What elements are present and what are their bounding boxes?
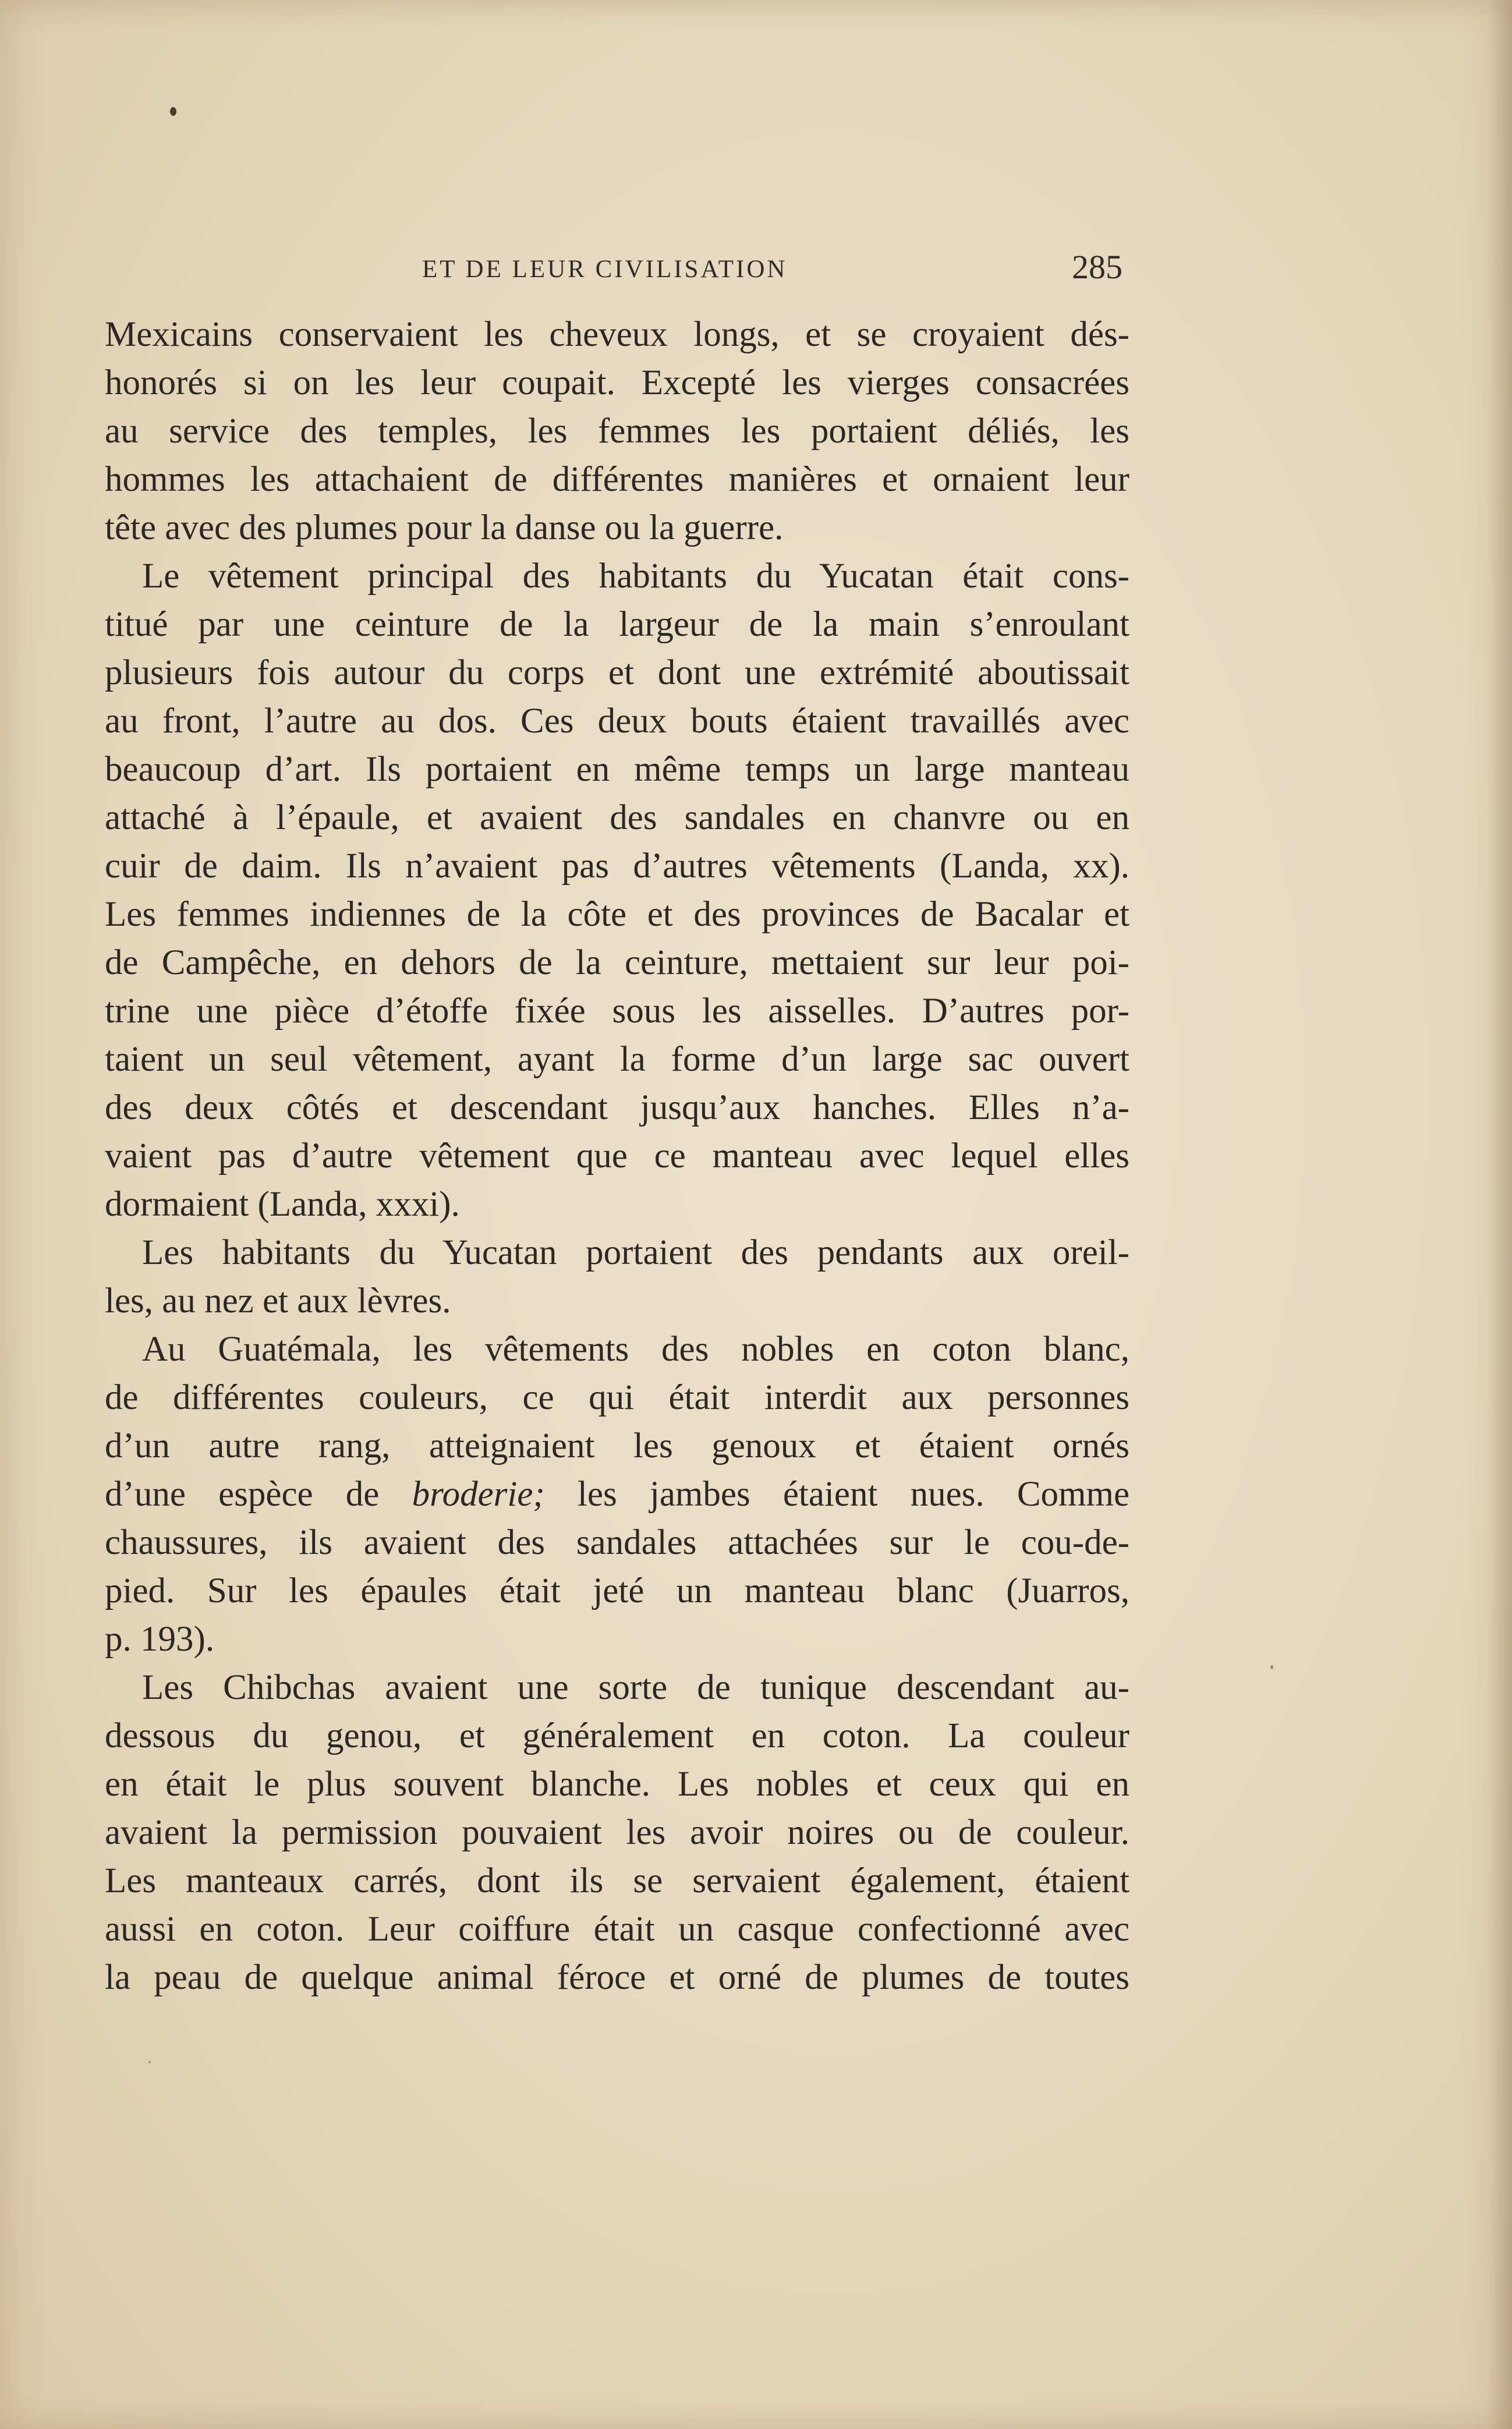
text-line: dormaient (Landa, xxxi).	[105, 1185, 460, 1224]
text-run: d’une espèce de	[105, 1475, 380, 1514]
text-line: attaché à l’épaule, et avaient des sandales en chanvre ou en	[105, 798, 1129, 837]
body-text	[105, 310, 1129, 2002]
text-line: titué par une ceinture de la largeur de la main s’enroulant	[105, 605, 1129, 644]
text-line: en était le plus souvent blanche. Les nobles et ceux qui en	[105, 1765, 1129, 1804]
text-line: aussi en coton. Leur coiffure était un casque confectionné avec	[105, 1910, 1129, 1949]
text-line: Les manteaux carrés, dont ils se servaient également, étaient	[105, 1861, 1129, 1900]
text-line: vaient pas d’autre vêtement que ce manteau avec lequel elles	[105, 1136, 1129, 1175]
text-line: avaient la permission pouvaient les avoir noires ou de couleur.	[105, 1813, 1129, 1852]
page-header	[105, 245, 1129, 297]
ink-speck	[170, 107, 176, 116]
text-line: au service des temples, les femmes les portaient déliés, les	[105, 412, 1129, 451]
text-line: chaussures, ils avaient des sandales attachées sur le cou-de-	[105, 1523, 1129, 1562]
text-line: d’un autre rang, atteignaient les genoux et étaient ornés	[105, 1426, 1129, 1465]
page-number: 285	[1072, 248, 1123, 286]
text-line: la peau de quelque animal féroce et orné de plumes de toutes	[105, 1958, 1129, 1997]
text-line: au front, l’autre au dos. Ces deux bouts étaient travaillés avec	[105, 702, 1129, 741]
text-line: Les femmes indiennes de la côte et des provinces de Bacalar et	[105, 895, 1129, 934]
text-line: Les habitants du Yucatan portaient des pendants aux oreil-	[142, 1233, 1129, 1272]
ink-speck	[148, 2061, 151, 2063]
text-line: Les Chibchas avaient une sorte de tunique descendant au-	[142, 1668, 1129, 1707]
text-line: honorés si on les leur coupait. Excepté les vierges consacrées	[105, 363, 1129, 402]
text-line: Mexicains conservaient les cheveux longs, et se croyaient dés-	[105, 315, 1129, 354]
text-line: de Campêche, en dehors de la ceinture, mettaient sur leur poi-	[105, 943, 1129, 982]
text-run: les jambes étaient nues. Comme	[577, 1475, 1130, 1514]
text-line: taient un seul vêtement, ayant la forme d’un large sac ouvert	[105, 1040, 1129, 1079]
text-line: Le vêtement principal des habitants du Yucatan était cons-	[142, 557, 1129, 596]
text-line: plusieurs fois autour du corps et dont une extrémité aboutissait	[105, 653, 1129, 692]
text-line: p. 193).	[105, 1620, 215, 1659]
text-line-with-italic	[105, 1470, 1129, 1518]
page-edge-shadow	[1489, 0, 1512, 2429]
running-title: ET DE LEUR CIVILISATION	[422, 256, 788, 283]
text-line: Au Guatémala, les vêtements des nobles en coton blanc,	[142, 1330, 1129, 1369]
text-line: tête avec des plumes pour la danse ou la guerre.	[105, 508, 784, 547]
text-line: beaucoup d’art. Ils portaient en même temps un large manteau	[105, 750, 1129, 789]
text-line: des deux côtés et descendant jusqu’aux hanches. Elles n’a-	[105, 1088, 1129, 1127]
text-line: les, au nez et aux lèvres.	[105, 1281, 451, 1320]
ink-speck	[1270, 1665, 1273, 1669]
text-line: dessous du genou, et généralement en coton. La couleur	[105, 1716, 1129, 1755]
text-line: de différentes couleurs, ce qui était interdit aux personnes	[105, 1378, 1129, 1417]
text-line: trine une pièce d’étoffe fixée sous les aisselles. D’autres por-	[105, 992, 1129, 1031]
italic-word: broderie;	[412, 1475, 545, 1514]
text-line: pied. Sur les épaules était jeté un manteau blanc (Juarros,	[105, 1571, 1129, 1610]
text-line: cuir de daim. Ils n’avaient pas d’autres vêtements (Landa, xx).	[105, 847, 1129, 886]
text-line: hommes les attachaient de différentes manières et ornaient leur	[105, 460, 1129, 499]
